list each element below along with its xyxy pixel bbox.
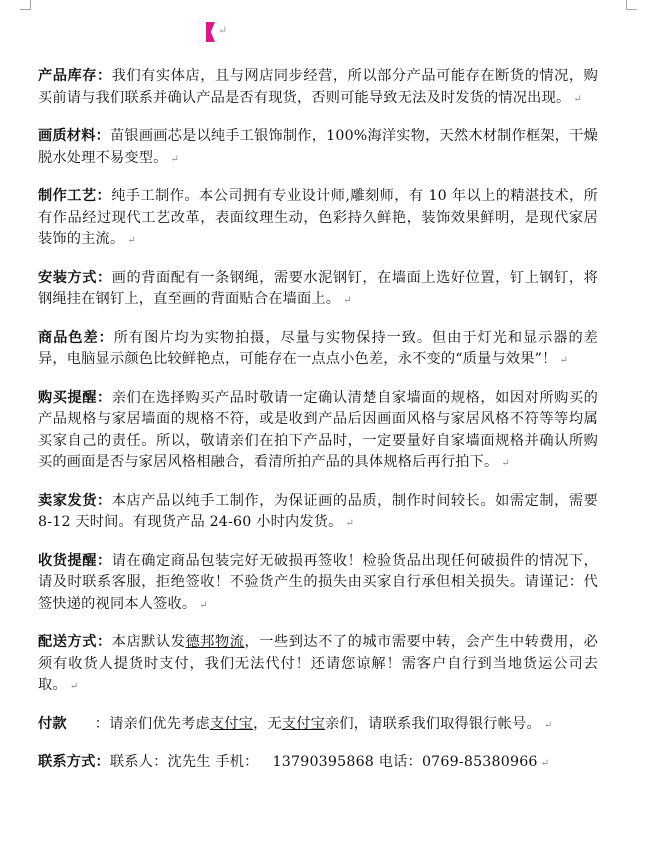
section-label: 商品色差： — [38, 329, 114, 346]
paragraph-mark-icon: ↵ — [540, 758, 550, 769]
section-label: 制作工艺： — [38, 188, 112, 204]
section-text: 我们有实体店，且与网店同步经营，所以部分产品可能存在断货的情况，购买前请与我们联系并确认产品是否有现货，否则可能导致无法及时发货的情况出现。 — [38, 68, 598, 106]
section-text: 亲们在选择购买产品时敬请一定确认清楚自家墙面的规格，如因对所购买的产品规格与家居墙面的规格不符，或是收到产品后因画面风格与家居风格不符等等均属买家自己的责任。所以，敬请亲们在拍下产品时，一定要量好自家墙面规格并确认所购买的画面是否与家居风格相融合，看清所拍产品的具体规格后再行拍下。 — [38, 389, 598, 470]
section-text: 请在确定商品包装完好无破损再签收！检验货品出现任何破损件的情况下，请及时联系客服，拒绝签收！不验货产生的损失由买家自行承但相关损失。请谨记：代签快递的视同本人签收。 — [38, 552, 598, 612]
section-purchase-reminder — [38, 388, 598, 475]
section-color-difference — [38, 328, 598, 372]
section-label: 配送方式： — [38, 634, 112, 650]
text-cursor-icon — [206, 22, 215, 42]
tel-number: 0769-85380966 — [421, 754, 538, 770]
section-label: 收货提醒： — [38, 552, 112, 569]
tel-label: 电话： — [378, 754, 422, 770]
alipay-link[interactable]: 支付宝 — [281, 715, 326, 732]
paragraph-mark-icon: ↵ — [127, 235, 136, 246]
section-label: 购买提醒： — [38, 389, 112, 406]
delivery-text-post: ，一些到达不了的城市需要中转，会产生中转费用，必须有收货人提货时支付，我们无法代付！还请您谅解！需客户自行到当地货运公司去取。 — [38, 634, 598, 693]
carrier-link[interactable]: 德邦物流 — [185, 634, 245, 650]
section-label: 产品库存： — [38, 68, 112, 84]
section-payment — [38, 714, 598, 737]
payment-text-3: 亲们，请联系我们取得银行帐号。 — [325, 715, 541, 732]
section-label: 卖家发货： — [38, 492, 112, 509]
payment-text-2: ，无 — [253, 715, 282, 732]
paragraph-mark-icon: ↵ — [69, 681, 79, 692]
paragraph-mark-icon: ↵ — [501, 458, 510, 469]
section-text: 苗银画画芯是以纯手工银饰制作，100%海洋实物，天然木材制作框架，干燥脱水处理不易变型。 — [38, 128, 598, 166]
section-label: 安装方式： — [38, 269, 112, 286]
paragraph-mark-icon: ↵ — [170, 153, 180, 165]
section-contact — [38, 752, 598, 775]
section-label: 付款 — [38, 715, 67, 732]
document-body — [38, 66, 598, 791]
section-shipping — [38, 491, 598, 535]
section-material — [38, 126, 598, 170]
section-text: 本店产品以纯手工制作，为保证画的品质，制作时间较长。如需定制，需要 8-12 天时间。有现货产品 24-60 小时内发货。 — [38, 492, 598, 530]
contact-person: 联系人：沈先生 手机： — [109, 754, 259, 770]
page-corner-mark-right — [626, 0, 637, 10]
section-stock — [38, 66, 598, 110]
section-text: 所有图片均为实物拍摄，尽量与实物保持一致。但由于灯光和显示器的差异，电脑显示颜色比较鲜艳点，可能存在一点点小色差，永不变的“质量与效果”！ — [38, 329, 598, 367]
section-text: 纯手工制作。本公司拥有专业设计师,雕刻师，有 10 年以上的精湛技术，所有作品经过现代工艺改革，表面纹理生动，色彩持久鲜艳，装饰效果鲜明，是现代家居装饰的主流。 — [38, 188, 598, 247]
alipay-link[interactable]: 支付宝 — [209, 715, 254, 732]
payment-text-1: ：请亲们优先考虑 — [94, 715, 210, 732]
paragraph-mark-icon: ↵ — [573, 93, 582, 105]
paragraph-mark-icon: ↵ — [345, 518, 355, 529]
paragraph-mark-icon: ↵ — [543, 719, 553, 731]
section-label: 联系方式： — [38, 754, 110, 770]
section-installation — [38, 268, 598, 312]
paragraph-mark-icon: ↵ — [199, 599, 208, 611]
delivery-text-pre: 本店默认发 — [111, 634, 186, 650]
section-craft — [38, 186, 598, 252]
mobile-number: 13790395868 — [272, 754, 375, 770]
paragraph-mark-icon: ↵ — [559, 355, 569, 366]
paragraph-mark-icon: ↵ — [218, 24, 228, 37]
page-corner-mark-left — [20, 0, 31, 10]
section-delivery — [38, 632, 598, 698]
section-receipt-reminder — [38, 551, 598, 617]
section-label: 画质材料： — [38, 128, 111, 144]
section-text: 画的背面配有一条钢绳，需要水泥钢钉，在墙面上选好位置，钉上钢钉，将钢绳挂在钢钉上，直至画的背面贴合在墙面上。 — [38, 269, 598, 307]
paragraph-mark-icon: ↵ — [343, 295, 352, 306]
